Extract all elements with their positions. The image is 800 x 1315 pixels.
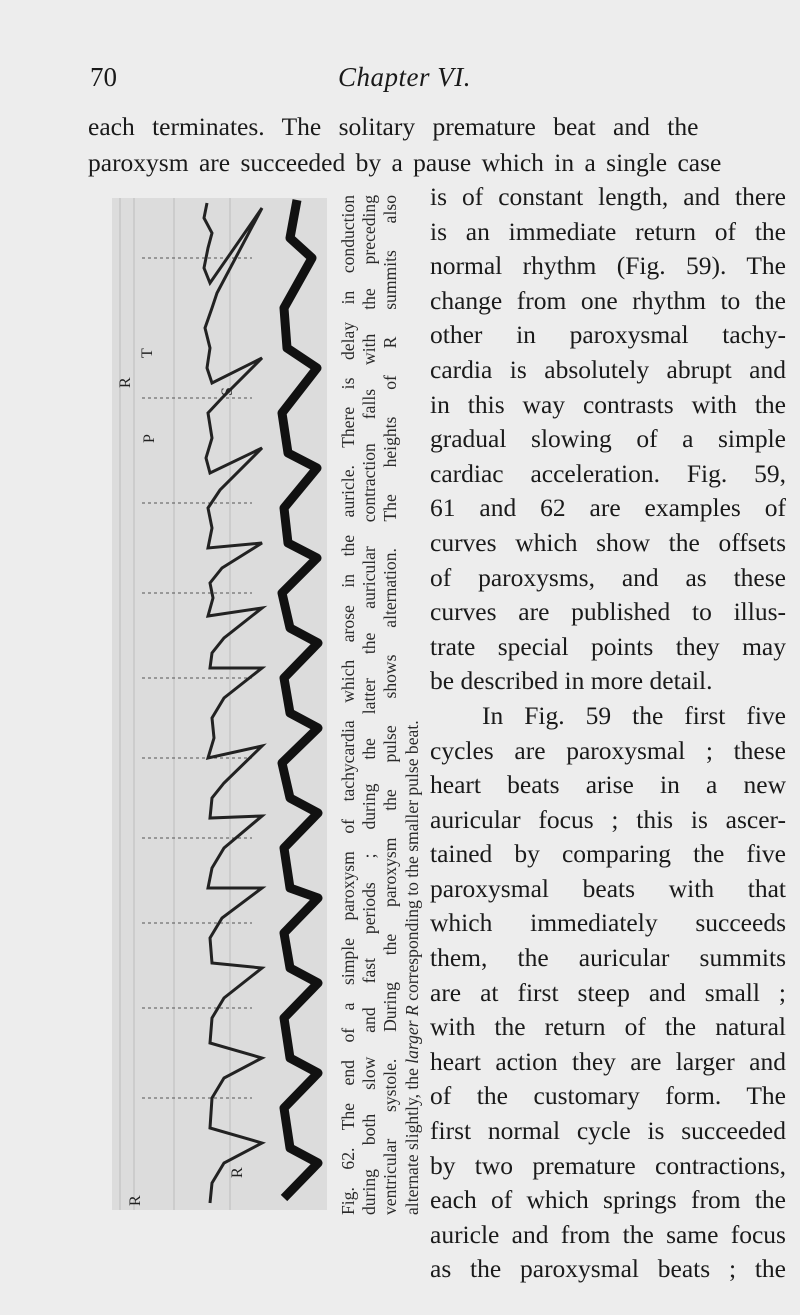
column-line: in this way contrasts with the (430, 389, 786, 419)
column-line: tained by comparing the five (430, 839, 786, 869)
label-p: P (141, 434, 158, 443)
label-r-bottom: R (127, 1195, 144, 1206)
column-line: paroxysmal beats with that (430, 873, 786, 903)
column-line: cycles are paroxysmal ; these (430, 735, 786, 765)
column-line: In Fig. 59 the first five (482, 700, 786, 730)
column-line: cardiac acceleration. Fig. 59, (430, 458, 786, 488)
column-line: is of constant length, and there (430, 182, 786, 211)
column-line: trate special points they may (430, 631, 786, 661)
column-line: other in paroxysmal tachy- (430, 320, 786, 350)
label-r: R (117, 377, 134, 388)
paragraph-line: each terminates. The solitary premature beat and the (88, 112, 699, 141)
column-line: each of which springs from the (430, 1185, 786, 1215)
column-line: curves are published to illus- (430, 597, 786, 627)
column-line: curves which show the offsets (430, 527, 786, 557)
column-line: them, the auricular summits (430, 943, 786, 973)
figure-caption (338, 195, 423, 1215)
column-line: 61 and 62 are examples of (430, 493, 786, 523)
label-t: T (139, 348, 156, 358)
caption-line: Fig. 62. The end of a simple paroxysm of tachycardia which arose in the auricle. There is delay in conduction (338, 195, 358, 1215)
column-line: are at first steep and small ; (430, 977, 786, 1007)
label-r-pulse: R (229, 1167, 246, 1178)
column-line: heart beats arise in a new (430, 770, 786, 800)
column-line: gradual slowing of a simple (430, 424, 786, 454)
label-s: S (219, 387, 236, 396)
column-line: heart action they are larger and (430, 1046, 786, 1076)
column-line: by two premature contractions, (430, 1150, 786, 1180)
column-line: cardia is absolutely abrupt and (430, 354, 786, 384)
column-line: of the customary form. The (430, 1081, 786, 1111)
running-head (0, 62, 800, 102)
column-line: of paroxysms, and as these (430, 562, 786, 592)
caption-line: during both slow and fast periods ; during the latter the auricular contraction falls with the preceding (359, 195, 380, 1215)
column-line: auricular focus ; this is ascer- (430, 804, 786, 834)
column-line: which immediately succeeds (430, 908, 786, 938)
column-line: normal rhythm (Fig. 59). The (430, 251, 786, 281)
caption-text: corresponding to the smaller pulse beat. (401, 720, 422, 1006)
column-line: be described in more detail. (430, 666, 713, 696)
caption-line: ventricular systole. During the paroxysm the pulse shows alternation. The heights of R summits also (380, 195, 401, 1215)
caption-text: alternate slightly, the (401, 1063, 422, 1215)
caption-line (402, 195, 423, 1215)
text-column (430, 180, 786, 1287)
column-line: first normal cycle is succeeded (430, 1116, 786, 1146)
column-line: as the paroxysmal beats ; the (430, 1254, 786, 1284)
tracing-graphic (112, 198, 327, 1210)
column-line: is an immediate return of the (430, 216, 786, 246)
column-line: auricle and from the same focus (430, 1219, 786, 1249)
caption-italic: larger R (401, 1005, 422, 1064)
column-line: with the return of the natural (430, 1012, 786, 1042)
paragraph-line: paroxysm are succeeded by a pause which in a single case (88, 148, 722, 177)
figure-62-tracing (112, 198, 327, 1210)
page-number: 70 (90, 62, 117, 92)
column-line: change from one rhythm to the (430, 285, 786, 315)
chapter-title: Chapter VI. (338, 62, 471, 92)
figure-caption-wrap (338, 195, 423, 1215)
